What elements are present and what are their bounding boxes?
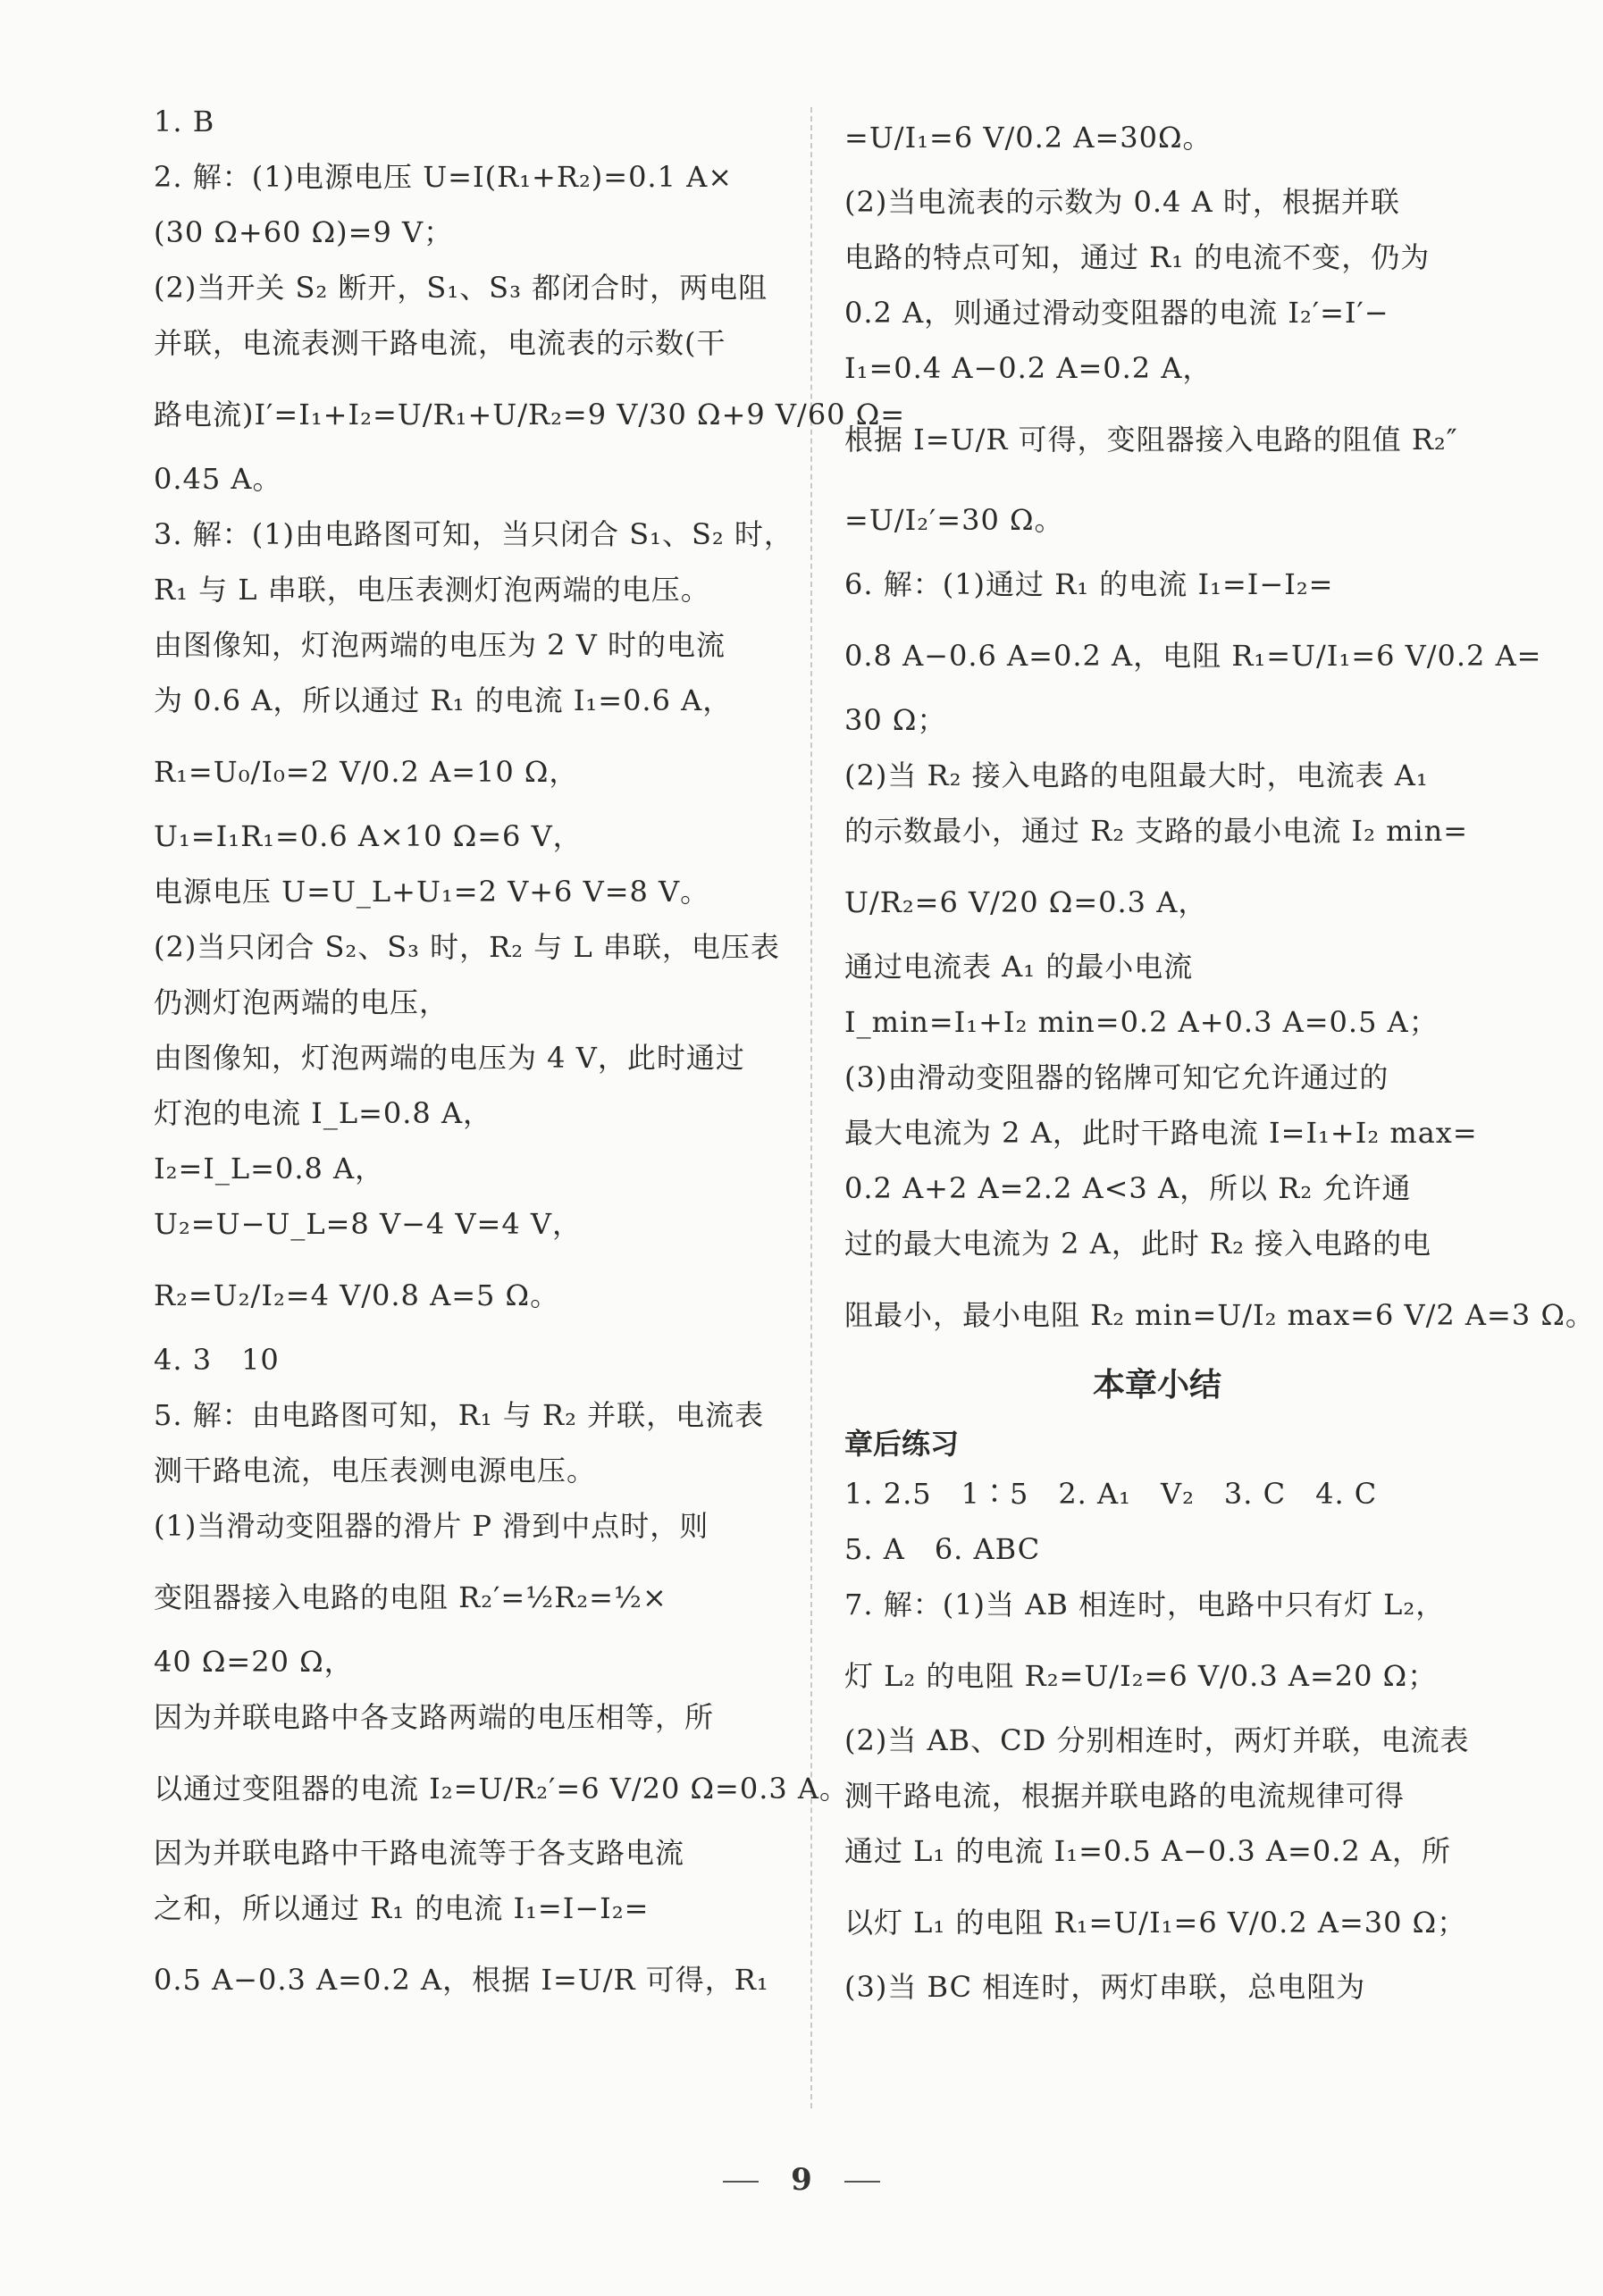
formula-line: 以通过变阻器的电流 I₂=U/R₂′=6 V/20 Ω=0.3 A。 — [154, 1772, 850, 1806]
answer-line: 电源电压 U=U_L+U₁=2 V+6 V=8 V。 — [154, 875, 710, 909]
footer-dash-left — [723, 2181, 759, 2183]
answer-line: (2)当开关 S₂ 断开，S₁、S₃ 都闭合时，两电阻 — [154, 271, 768, 305]
formula-line: U/R₂=6 V/20 Ω=0.3 A， — [844, 885, 1208, 919]
answer-line: I₁=0.4 A−0.2 A=0.2 A， — [844, 351, 1213, 385]
answer-line: I₂=I_L=0.8 A， — [154, 1152, 385, 1186]
answer-line: 0.45 A。 — [154, 462, 282, 496]
answer-line: 测干路电流，根据并联电路的电流规律可得 — [844, 1779, 1406, 1813]
answer-line: 通过电流表 A₁ 的最小电流 — [844, 950, 1194, 984]
formula-line: 0.5 A−0.3 A=0.2 A，根据 I=U/R 可得，R₁ — [154, 1963, 769, 1997]
answer-line: 3. 解：(1)由电路图可知，当只闭合 S₁、S₂ 时， — [154, 517, 793, 551]
page-number: 9 — [791, 2162, 812, 2198]
right-column — [844, 104, 1595, 2024]
answer-line: 30 Ω； — [844, 703, 947, 737]
answer-line: 2. 解：(1)电源电压 U=I(R₁+R₂)=0.1 A× — [154, 160, 734, 194]
formula-line: 以灯 L₁ 的电阻 R₁=U/I₁=6 V/0.2 A=30 Ω； — [844, 1906, 1467, 1940]
answer-line: 过的最大电流为 2 A，此时 R₂ 接入电路的电 — [844, 1227, 1432, 1261]
answer-line: 因为并联电路中干路电流等于各支路电流 — [154, 1836, 685, 1870]
answer-line: (3)由滑动变阻器的铭牌可知它允许通过的 — [844, 1060, 1389, 1094]
formula-line: 变阻器接入电路的电阻 R₂′=½R₂=½× — [154, 1580, 667, 1614]
answer-line: 由图像知，灯泡两端的电压为 4 V，此时通过 — [154, 1041, 745, 1075]
formula-line: R₁=U₀/I₀=2 V/0.2 A=10 Ω， — [154, 755, 579, 789]
formula-line: 灯 L₂ 的电阻 R₂=U/I₂=6 V/0.3 A=20 Ω； — [844, 1659, 1438, 1693]
answer-line: 6. 解：(1)通过 R₁ 的电流 I₁=I−I₂= — [844, 567, 1334, 601]
answer-line: 5. A 6. ABC — [844, 1532, 1041, 1566]
answer-line: 最大电流为 2 A，此时干路电流 I=I₁+I₂ max= — [844, 1116, 1478, 1150]
answer-line: 的示数最小，通过 R₂ 支路的最小电流 I₂ min= — [844, 814, 1469, 848]
answer-line: (2)当 AB、CD 分别相连时，两灯并联，电流表 — [844, 1723, 1470, 1757]
answer-line: (30 Ω+60 Ω)=9 V； — [154, 215, 454, 249]
answer-line: (2)当 R₂ 接入电路的电阻最大时，电流表 A₁ — [844, 758, 1429, 792]
answer-line: 40 Ω=20 Ω， — [154, 1645, 354, 1679]
answer-line: 仍测灯泡两端的电压， — [154, 985, 449, 1019]
answer-line: 0.2 A，则通过滑动变阻器的电流 I₂′=I′− — [844, 296, 1389, 330]
answer-line: (3)当 BC 相连时，两灯串联，总电阻为 — [844, 1970, 1366, 2004]
formula-line: R₂=U₂/I₂=4 V/0.8 A=5 Ω。 — [154, 1278, 560, 1312]
answer-line: 0.2 A+2 A=2.2 A<3 A，所以 R₂ 允许通 — [844, 1171, 1412, 1205]
answer-line: 之和，所以通过 R₁ 的电流 I₁=I−I₂= — [154, 1891, 650, 1925]
answer-line: 并联，电流表测干路电流，电流表的示数(干 — [154, 326, 726, 360]
answer-line: 电路的特点可知，通过 R₁ 的电流不变，仍为 — [844, 240, 1431, 274]
exercise-section-heading: 章后练习 — [844, 1427, 960, 1461]
formula-line: =U/I₁=6 V/0.2 A=30Ω。 — [844, 121, 1213, 155]
answer-line: U₂=U−U_L=8 V−4 V=4 V， — [154, 1207, 582, 1241]
answer-line: U₁=I₁R₁=0.6 A×10 Ω=6 V， — [154, 819, 583, 853]
answer-line: 为 0.6 A，所以通过 R₁ 的电流 I₁=0.6 A， — [154, 683, 733, 717]
answer-line: 因为并联电路中各支路两端的电压相等，所 — [154, 1700, 715, 1734]
answer-line: (2)当电流表的示数为 0.4 A 时，根据并联 — [844, 185, 1400, 219]
answer-line: 7. 解：(1)当 AB 相连时，电路中只有灯 L₂， — [844, 1588, 1446, 1621]
formula-line: 阻最小，最小电阻 R₂ min=U/I₂ max=6 V/2 A=3 Ω。 — [844, 1298, 1595, 1332]
page-footer — [0, 2162, 1603, 2198]
answer-line: 测干路电流，电压表测电源电压。 — [154, 1454, 597, 1487]
chapter-summary-heading: 本章小结 — [1092, 1367, 1221, 1404]
answer-line: (1)当滑动变阻器的滑片 P 滑到中点时，则 — [154, 1509, 709, 1543]
answer-line: 5. 解：由电路图可知，R₁ 与 R₂ 并联，电流表 — [154, 1398, 765, 1432]
answer-line: 1. B — [154, 105, 215, 138]
formula-line: 路电流)I′=I₁+I₂=U/R₁+U/R₂=9 V/30 Ω+9 V/60 Ω= — [154, 398, 906, 432]
footer-dash-right — [844, 2181, 880, 2183]
answer-line: 灯泡的电流 I_L=0.8 A， — [154, 1096, 493, 1130]
formula-line: 0.8 A−0.6 A=0.2 A，电阻 R₁=U/I₁=6 V/0.2 A= — [844, 639, 1542, 673]
formula-line: =U/I₂′=30 Ω。 — [844, 503, 1064, 537]
answer-line: 1. 2.5 1∶5 2. A₁ V₂ 3. C 4. C — [844, 1477, 1378, 1511]
answer-line: I_min=I₁+I₂ min=0.2 A+0.3 A=0.5 A； — [844, 1005, 1439, 1039]
answer-line: (2)当只闭合 S₂、S₃ 时，R₂ 与 L 串联，电压表 — [154, 930, 780, 964]
answer-line: 4. 3 10 — [154, 1343, 280, 1377]
formula-line: 根据 I=U/R 可得，变阻器接入电路的阻值 R₂″ — [844, 423, 1458, 457]
answer-line: 通过 L₁ 的电流 I₁=0.5 A−0.3 A=0.2 A，所 — [844, 1834, 1452, 1868]
answer-line: 由图像知，灯泡两端的电压为 2 V 时的电流 — [154, 628, 726, 662]
answer-line: R₁ 与 L 串联，电压表测灯泡两端的电压。 — [154, 573, 710, 607]
